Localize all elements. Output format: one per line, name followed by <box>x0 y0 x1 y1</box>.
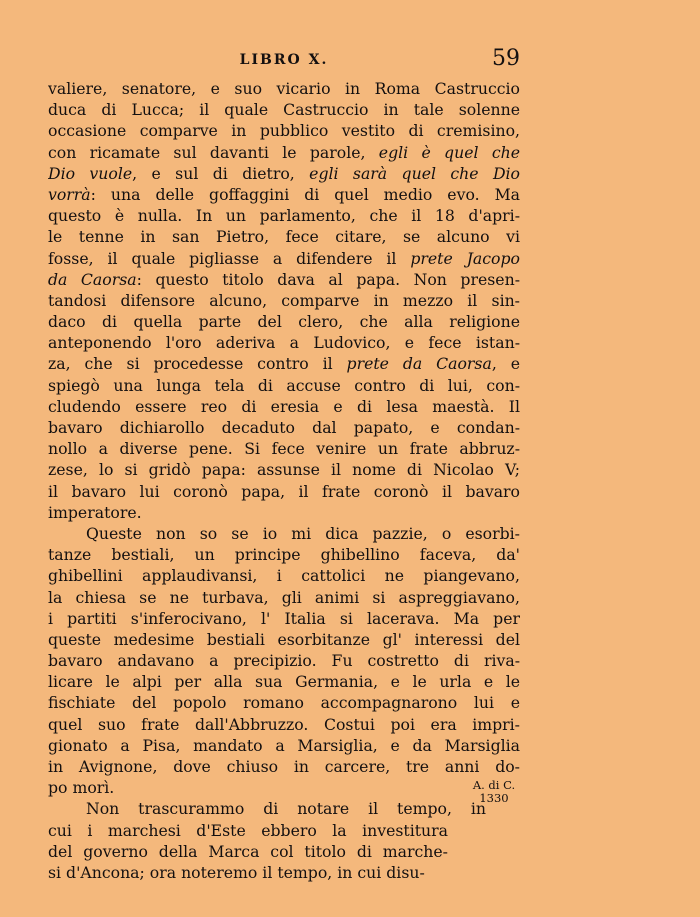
text-segment: bavaro dichiarollo decaduto dal papato, e condan- <box>48 418 520 437</box>
text-line <box>48 269 520 290</box>
text-line <box>48 205 520 226</box>
text-line <box>48 502 520 523</box>
text-line <box>48 798 486 819</box>
text-segment: zese, lo si gridò papa: assunse il nome di Nicolao V; <box>48 460 520 480</box>
text-segment: fosse, il quale pigliasse a difendere il <box>48 248 411 268</box>
text-segment: : una delle goffaggini di quel medio evo. Ma <box>90 184 520 204</box>
margin-note-year: 1330 <box>479 791 509 805</box>
text-segment: daco di quella parte del clero, che alla religione <box>48 312 520 332</box>
text-segment: gionato a Pisa, mandato a Marsiglia, e da Marsiglia <box>48 735 520 755</box>
text-line <box>48 862 448 883</box>
text-segment: duca di Lucca; il quale Castruccio in tale solenne <box>48 100 520 120</box>
text-line <box>48 78 520 99</box>
text-segment: tanze bestiali, un principe ghibellino faceva, da' <box>48 545 520 565</box>
text-line <box>48 756 520 777</box>
italic-segment: egli è quel che <box>378 142 520 162</box>
text-segment: questo è nulla. In un parlamento, che il 18 d'apri- <box>48 206 520 226</box>
text-line <box>48 311 520 332</box>
text-segment: Queste non so se io mi dica pazzie, o esorbi- <box>86 523 520 543</box>
text-segment: spiegò una lunga tela di accuse contro di lui, con- <box>48 375 520 395</box>
text-segment: nollo a diverse pene. Si fece venire un frate abbruz- <box>48 439 520 459</box>
text-line <box>48 565 520 586</box>
text-segment: po morì. <box>48 778 115 798</box>
margin-note-era: A. di C. <box>472 778 516 792</box>
text-segment: imperatore. <box>48 502 142 522</box>
text-segment: fischiate del popolo romano accompagnarono lui e <box>48 693 520 713</box>
margin-note-date <box>464 779 524 805</box>
text-segment: cui i marchesi d'Este ebbero la investitura <box>48 820 448 840</box>
text-line <box>48 353 520 374</box>
text-line <box>48 523 520 544</box>
italic-segment: Dio vuole <box>48 163 133 183</box>
italic-segment: da Caorsa <box>48 269 137 289</box>
text-line <box>48 608 520 629</box>
text-line <box>48 587 520 608</box>
text-line <box>48 99 520 120</box>
text-line <box>48 438 520 459</box>
text-line <box>48 671 520 692</box>
text-line <box>48 375 520 396</box>
text-segment: del governo della Marca col titolo di marche- <box>48 841 448 861</box>
text-segment: con ricamate sul davanti le parole, <box>48 142 379 162</box>
text-line <box>48 290 520 311</box>
text-segment: za, che si procedesse contro il <box>48 354 347 374</box>
text-line <box>48 120 520 141</box>
text-segment: anteponendo l'oro aderiva a Ludovico, e fece istan- <box>48 333 520 353</box>
text-segment: bavaro andavano a precipizio. Fu costretto di riva- <box>48 651 520 671</box>
text-segment: , e sul di dietro, <box>132 163 310 183</box>
text-segment: il bavaro lui coronò papa, il frate coronò il bavaro <box>48 481 520 501</box>
text-segment: : questo titolo dava al papa. Non presen- <box>136 269 520 289</box>
text-line <box>48 248 520 269</box>
text-line <box>48 820 448 841</box>
text-line <box>48 163 520 184</box>
text-segment: quel suo frate dall'Abbruzzo. Costui poi era impri- <box>48 714 520 734</box>
text-line <box>48 481 520 502</box>
text-line <box>48 735 520 756</box>
text-segment: in Avignone, dove chiuso in carcere, tre anni do- <box>48 757 520 776</box>
text-segment: , e <box>491 354 520 374</box>
text-line <box>48 650 520 671</box>
text-line <box>48 417 520 438</box>
italic-segment: egli sarà quel che Dio <box>309 163 520 183</box>
text-line <box>48 226 520 247</box>
text-segment: si d'Ancona; ora noteremo il tempo, in cui disu- <box>48 862 425 882</box>
text-segment: cludendo essere reo di eresia e di lesa maestà. Il <box>48 396 520 416</box>
text-line <box>48 841 448 862</box>
text-line <box>48 714 520 735</box>
running-head: LIBRO X. <box>239 52 329 68</box>
text-line <box>48 184 520 205</box>
text-line <box>48 142 520 163</box>
text-line <box>48 459 520 480</box>
text-line <box>48 332 520 353</box>
italic-segment: prete Jacopo <box>410 248 520 268</box>
text-line <box>48 692 520 713</box>
italic-segment: vorrà <box>48 184 91 204</box>
text-segment: queste medesime bestiali esorbitanze gl' interessi del <box>48 629 520 649</box>
text-line <box>48 544 520 565</box>
text-segment: valiere, senatore, e suo vicario in Roma Castruccio <box>48 79 520 98</box>
text-line <box>48 629 520 650</box>
page-header <box>48 46 520 76</box>
text-segment: tandosi difensore alcuno, comparve in mezzo il sin- <box>48 290 520 310</box>
italic-segment: prete da Caorsa <box>346 354 492 374</box>
text-segment: licare le alpi per alla sua Germania, e le urla e le <box>48 672 520 692</box>
text-segment: occasione comparve in pubblico vestito di cremisino, <box>48 121 520 141</box>
text-segment: le tenne in san Pietro, fece citare, se alcuno vi <box>48 227 520 247</box>
text-line <box>48 777 520 798</box>
page-number: 59 <box>492 46 520 71</box>
body-text <box>48 78 520 883</box>
text-segment: i partiti s'inferocivano, l' Italia si lacerava. Ma per <box>48 608 520 628</box>
text-line <box>48 396 520 417</box>
text-segment: ghibellini applaudivansi, i cattolici ne piangevano, <box>48 566 520 586</box>
text-segment: la chiesa se ne turbava, gli animi si aspreggiavano, <box>48 587 520 607</box>
text-segment: Non trascurammo di notare il tempo, in <box>86 799 486 819</box>
